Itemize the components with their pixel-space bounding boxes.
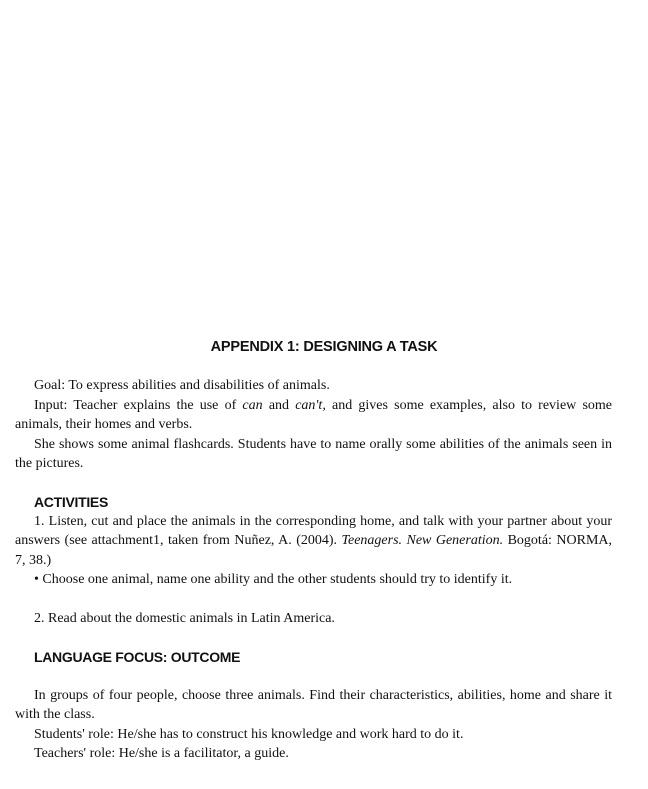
activities-heading: ACTIVITIES [34,494,109,510]
input-text-start: Input: Teacher explains the use of [34,398,243,413]
students-role: Students' role: He/she has to construct his knowledge and work hard to do it. [34,727,464,742]
activity-1-text: 1. Listen, cut and place the animals in the corresponding home, and talk with your partner about your answers (see attachment1, taken from Nuñez, A. (2004). [15,514,612,549]
can-term: can [242,398,263,413]
book-title: Teenagers. New Generation. [341,533,504,549]
cant-term: can't, [295,398,326,413]
page-title: APPENDIX 1: DESIGNING A TASK [210,339,438,355]
groups-paragraph: In groups of four people, choose three animals. Find their characteristics, abilities, home and share it with the class. [15,688,612,723]
activity-item-2: 2. Read about the domestic animals in Latin America. [34,611,335,626]
flashcards-paragraph: She shows some animal flashcards. Students have to name orally some abilities of the animals seen in the pictures. [15,437,612,472]
goal-paragraph: Goal: To express abilities and disabilities of animals. [34,378,330,393]
input-paragraph [15,396,612,435]
teachers-role: Teachers' role: He/she is a facilitator, a guide. [34,746,289,761]
input-text-and: and [262,398,296,413]
language-focus-heading: LANGUAGE FOCUS: OUTCOME [34,649,241,665]
activity-1-citation: Bogotá: NORMA, 7, 38.) [15,533,613,568]
input-text-end: and gives some examples, also to review some animals, their homes and verbs. [15,398,612,433]
activity-item-1 [15,512,612,570]
activity-bullet: • Choose one animal, name one ability and the other students should try to identify it. [34,572,513,587]
